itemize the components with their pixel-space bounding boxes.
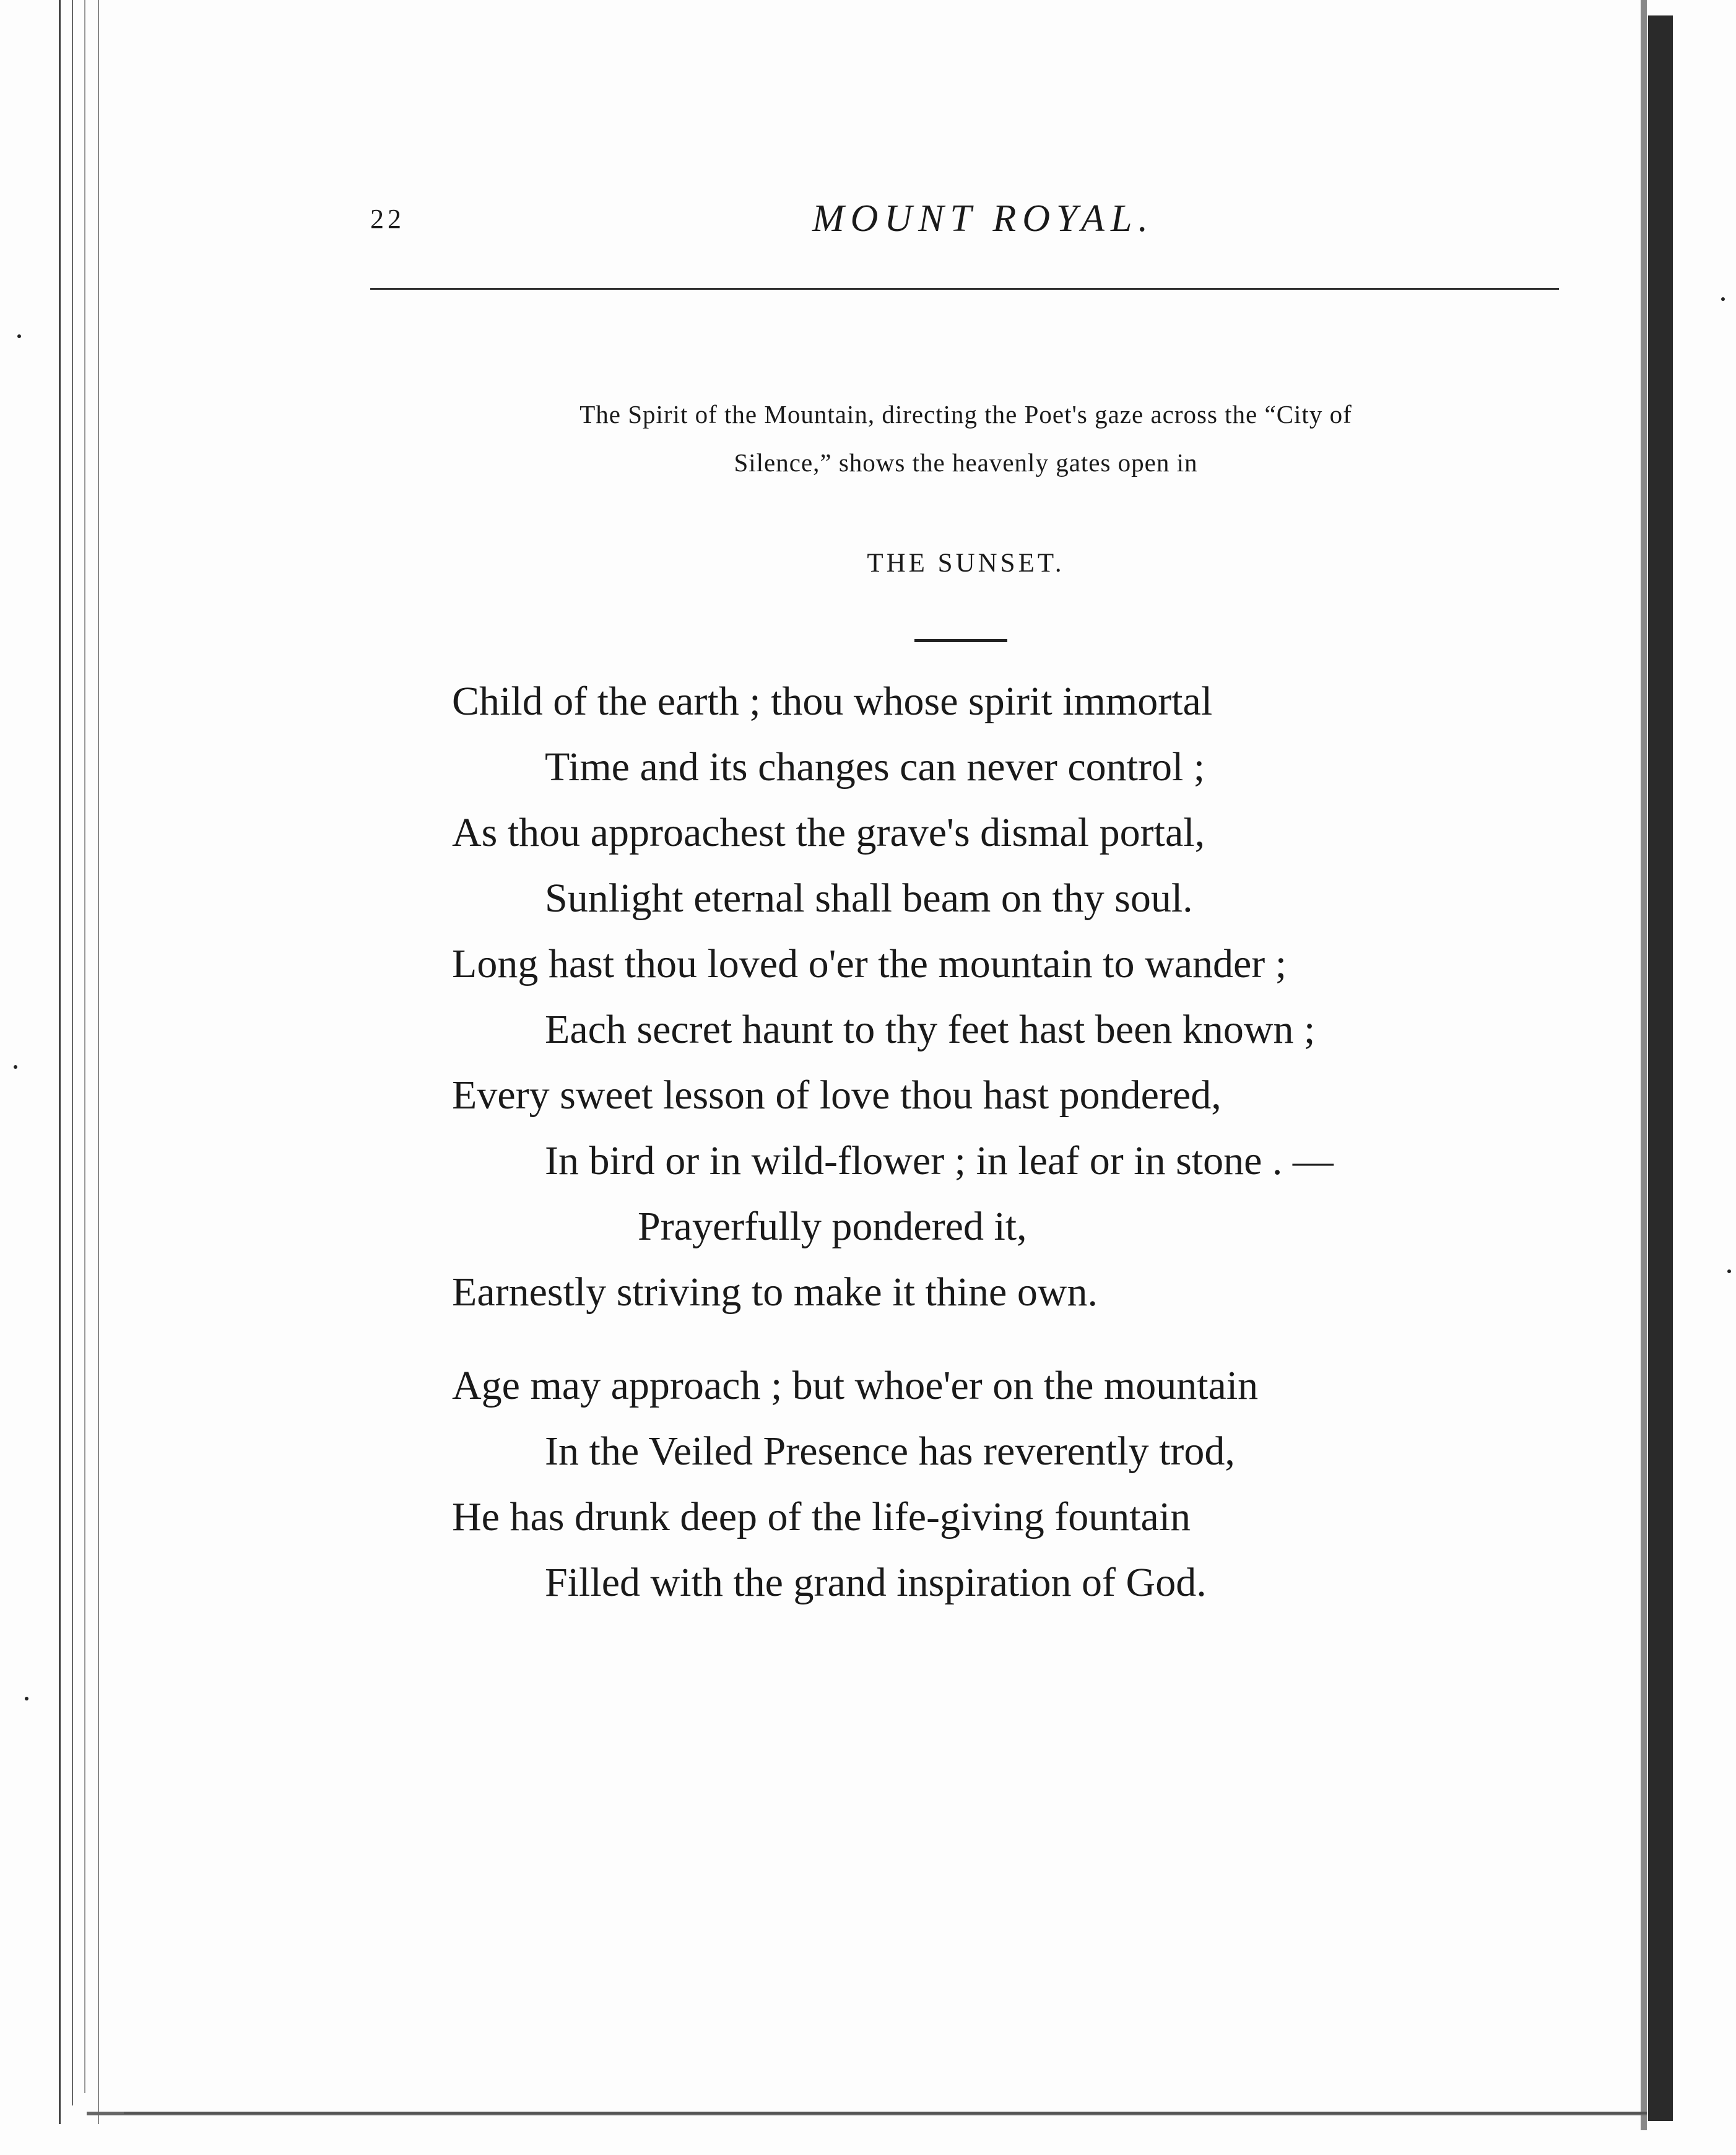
poem-line: Earnestly striving to make it thine own. — [452, 1269, 1098, 1315]
book-gutter — [1648, 15, 1673, 2121]
poem-line: Time and its changes can never control ; — [545, 744, 1205, 790]
poem-title: THE SUNSET. — [867, 549, 1065, 578]
running-head: MOUNT ROYAL. — [812, 198, 1155, 240]
intro-note — [409, 390, 1523, 487]
poem-line: Every sweet lesson of love thou hast pondered, — [452, 1073, 1222, 1118]
scan-speck — [14, 1065, 17, 1069]
poem-line: Long hast thou loved o'er the mountain to wander ; — [452, 941, 1287, 986]
poem-line: Filled with the grand inspiration of God. — [545, 1560, 1207, 1605]
intro-line: Silence,” shows the heavenly gates open in — [734, 448, 1198, 477]
poem-line: Sunlight eternal shall beam on thy soul. — [545, 876, 1193, 921]
poem-line: Each secret haunt to thy feet hast been known ; — [545, 1007, 1316, 1052]
scan-speck — [25, 1697, 28, 1700]
stanza — [433, 1353, 1548, 1616]
poem-line: Age may approach ; but whoe'er on the mountain — [452, 1363, 1259, 1408]
scan-speck — [1721, 297, 1725, 301]
title-rule — [914, 639, 1007, 642]
poem-line: Child of the earth ; thou whose spirit immortal — [452, 679, 1213, 724]
page-number: 22 — [370, 204, 405, 234]
stanza — [433, 669, 1548, 1325]
poem-line: He has drunk deep of the life-giving fountain — [452, 1494, 1191, 1539]
intro-line: The Spirit of the Mountain, directing the Poet's gaze across the “City of — [579, 400, 1352, 429]
page-stack-edges — [59, 0, 99, 2124]
poem-line: In the Veiled Presence has reverently trod, — [545, 1429, 1235, 1474]
poem-line: As thou approachest the grave's dismal portal, — [452, 810, 1205, 855]
scan-speck — [1727, 1269, 1731, 1273]
poem-line: In bird or in wild-flower ; in leaf or in stone . — — [545, 1138, 1334, 1183]
page-header — [370, 197, 1559, 253]
scan-speck — [17, 334, 21, 338]
header-rule — [370, 288, 1559, 290]
poem-line: Prayerfully pondered it, — [638, 1204, 1027, 1249]
